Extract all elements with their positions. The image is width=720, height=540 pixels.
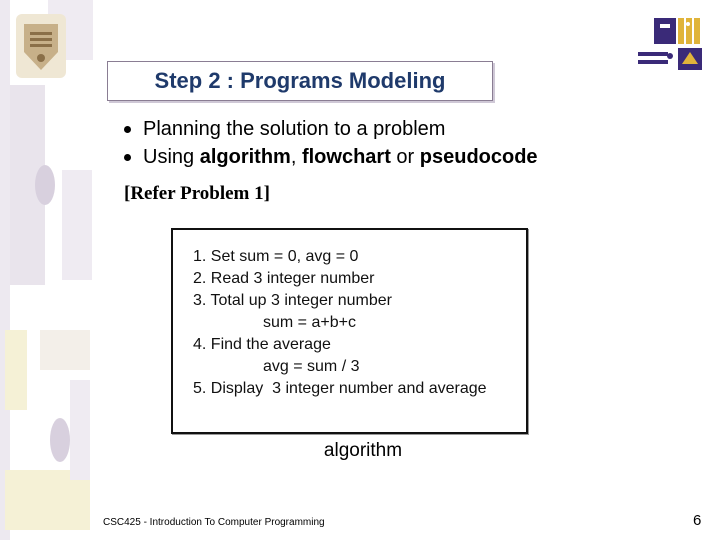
algorithm-step: avg = sum / 3 (263, 358, 360, 375)
bullet-icon (124, 126, 131, 133)
slide-title: Step 2 : Programs Modeling (154, 68, 446, 93)
list-item (124, 143, 538, 171)
reference-note: [Refer Problem 1] (124, 183, 270, 204)
algorithm-step: 3. Total up 3 integer number (193, 292, 392, 309)
algorithm-steps (193, 246, 487, 400)
footer-text: CSC425 - Introduction To Computer Programming (103, 517, 325, 528)
algorithm-step: 2. Read 3 integer number (193, 270, 375, 287)
bullet-list (124, 115, 538, 171)
algorithm-step: 1. Set sum = 0, avg = 0 (193, 248, 359, 265)
bullet-text: Using algorithm, flowchart or pseudocode (143, 146, 538, 168)
slide-title-box (107, 61, 493, 101)
page-number: 6 (693, 512, 702, 529)
faculty-logo-icon (630, 12, 708, 84)
algorithm-step: 4. Find the average (193, 336, 331, 353)
bullet-icon (124, 154, 131, 161)
university-crest-icon (16, 14, 66, 78)
algorithm-box (171, 228, 528, 434)
algorithm-step: sum = a+b+c (263, 314, 356, 331)
bullet-text: Planning the solution to a problem (143, 118, 446, 140)
figure-caption: algorithm (323, 440, 403, 461)
list-item (124, 115, 538, 143)
algorithm-step: 5. Display 3 integer number and average (193, 380, 487, 397)
